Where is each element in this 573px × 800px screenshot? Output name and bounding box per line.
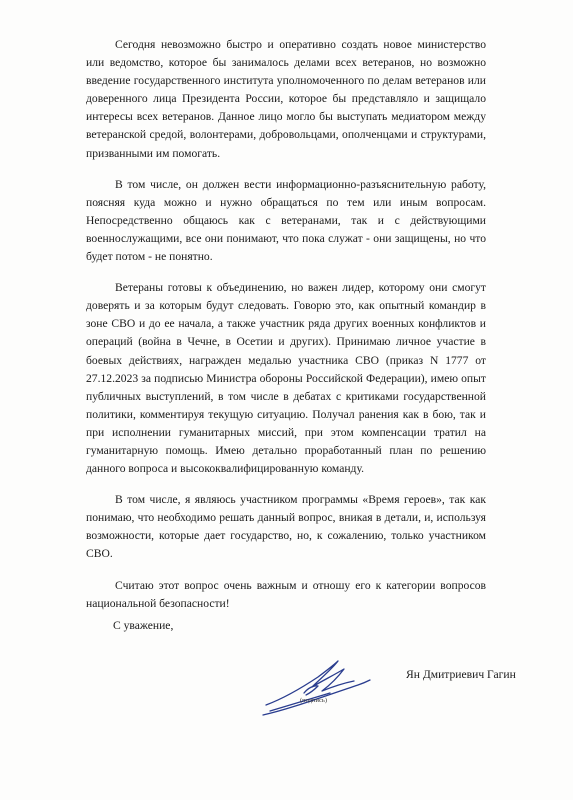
closing-salutation: С уважение, [113,619,174,632]
paragraph-3: Ветераны готовы к объединению, но важен лидер, которому они смогут доверять и за которым будут следовать. Говорю это, как опытный командир в зоне СВО и до ее начала, а также участник ряда других военных конфликтов и операций (война в Чечне, в Осетии и других). Принимаю личное участие в боевых действиях, награжден медалью участника СВО (приказ N 1777 от 27.12.2023 за подписью Министра обороны Российской Федерации), имею опыт публичных выступлений, в том числе в дебатах с критиками государственной политики, комментируя текущую ситуацию. Получал ранения как в бою, так и при исполнении гуманитарных миссий, при этом компенсации тратил на гуманитарную помощь. Имею детально проработанный план по решению данного вопроса и высококвалифицированную команду. [86,281,486,476]
signature-caption: (подпись) [300,697,327,704]
handwritten-signature [260,655,372,721]
signer-name: Ян Дмитриевич Гагин [406,668,516,681]
letter-body [86,36,486,626]
paragraph-2: В том числе, он должен вести информационно-разъяснительную работу, поясняя куда можно и нужно обращаться по тем или иным вопросам. Непосредственно общаюсь как с ветеранами, так и с действующими военнослужащими, все они понимают, что пока служат - они защищены, но что будет потом - не понятно. [86,177,486,264]
paragraph-5: Считаю этот вопрос очень важным и отношу его к категории вопросов национальной безопасности! [86,578,486,610]
paragraph-4: В том числе, я являюсь участником программы «Время героев», так как понимаю, что необходимо решать данный вопрос, вникая в детали, и, используя возможности, которые дает государство, но, к сожалению, только участником СВО. [86,493,486,561]
paragraph-1: Сегодня невозможно быстро и оперативно создать новое министерство или ведомство, которое бы занималось делами всех ветеранов, но возможно введение государственного института уполномоченного по делам ветеранов или доверенного лица Президента России, которое бы представляло и защищало интересы всех ветеранов. Данное лицо могло бы выступать медиатором между ветеранской средой, волонтерами, добровольцами, ополченцами и структурами, призванными им помогать. [86,38,486,160]
